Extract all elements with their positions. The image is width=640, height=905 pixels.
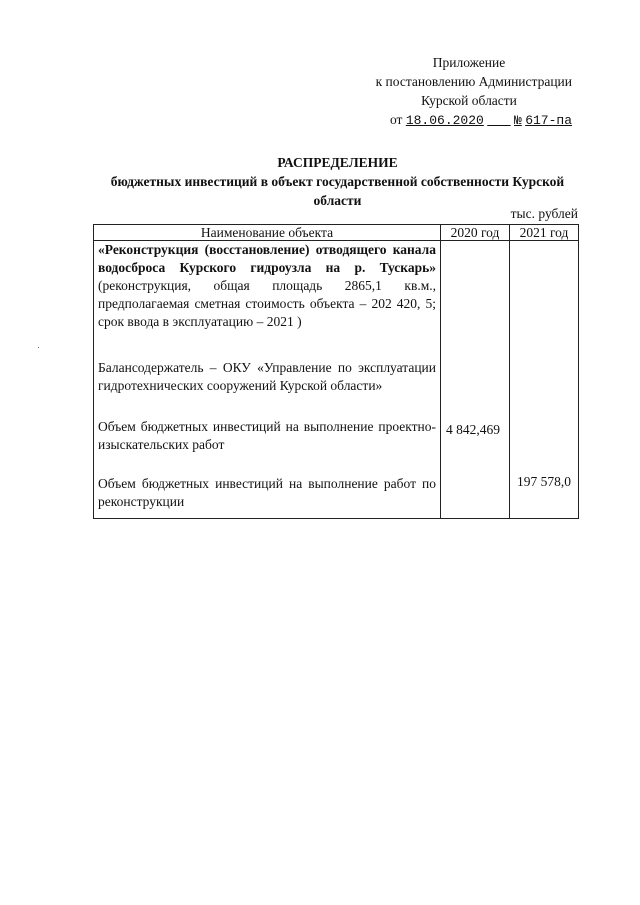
date-prefix: от [389, 112, 403, 127]
object-description [94, 241, 441, 519]
object-name: «Реконструкция (восстановление) отводящего канала водосброса Курского гидроузла на р. Тускарь» [98, 242, 436, 275]
appendix-date-line [312, 110, 572, 130]
table-row [94, 241, 579, 519]
value-2021: 197 578,0 [517, 474, 571, 489]
scan-speck [38, 347, 39, 348]
document-title [90, 153, 585, 210]
investment-design-label: Объем бюджетных инвестиций на выполнение проектно-изыскательских работ [98, 419, 436, 452]
appendix-region: Курской области [421, 93, 517, 108]
value-2020: 4 842,469 [446, 422, 500, 437]
cell-2020 [441, 241, 510, 519]
appendix-title: Приложение [432, 55, 506, 70]
header-object-name: Наименование объекта [94, 225, 441, 241]
table-header-row [94, 225, 579, 241]
object-details: (реконструкция, общая площадь 2865,1 кв.м., предполагаемая сметная стоимость объекта – 202 420, 5; срок ввода в эксплуатацию – 2021 ) [98, 278, 436, 329]
units-label: тыс. рублей [510, 206, 578, 221]
title-main: РАСПРЕДЕЛЕНИЕ [277, 155, 398, 170]
appendix-resolution: к постановлению Администрации [375, 74, 572, 89]
investment-reconstruction-label: Объем бюджетных инвестиций на выполнение работ по реконструкции [98, 476, 436, 509]
number-prefix: № [514, 113, 522, 128]
resolution-date: 18.06.2020 [405, 113, 484, 128]
resolution-number: 617-па [525, 113, 572, 128]
budget-table [93, 224, 579, 519]
cell-2021 [510, 241, 579, 519]
appendix-header [312, 53, 572, 130]
header-2021: 2021 год [510, 225, 579, 241]
title-sub: бюджетных инвестиций в объект государственной собственности Курской области [110, 174, 565, 208]
object-name-paragraph [98, 241, 436, 331]
header-2020: 2020 год [441, 225, 510, 241]
balance-holder: Балансодержатель – ОКУ «Управление по эксплуатации гидротехнических сооружений Курской области» [98, 360, 436, 393]
